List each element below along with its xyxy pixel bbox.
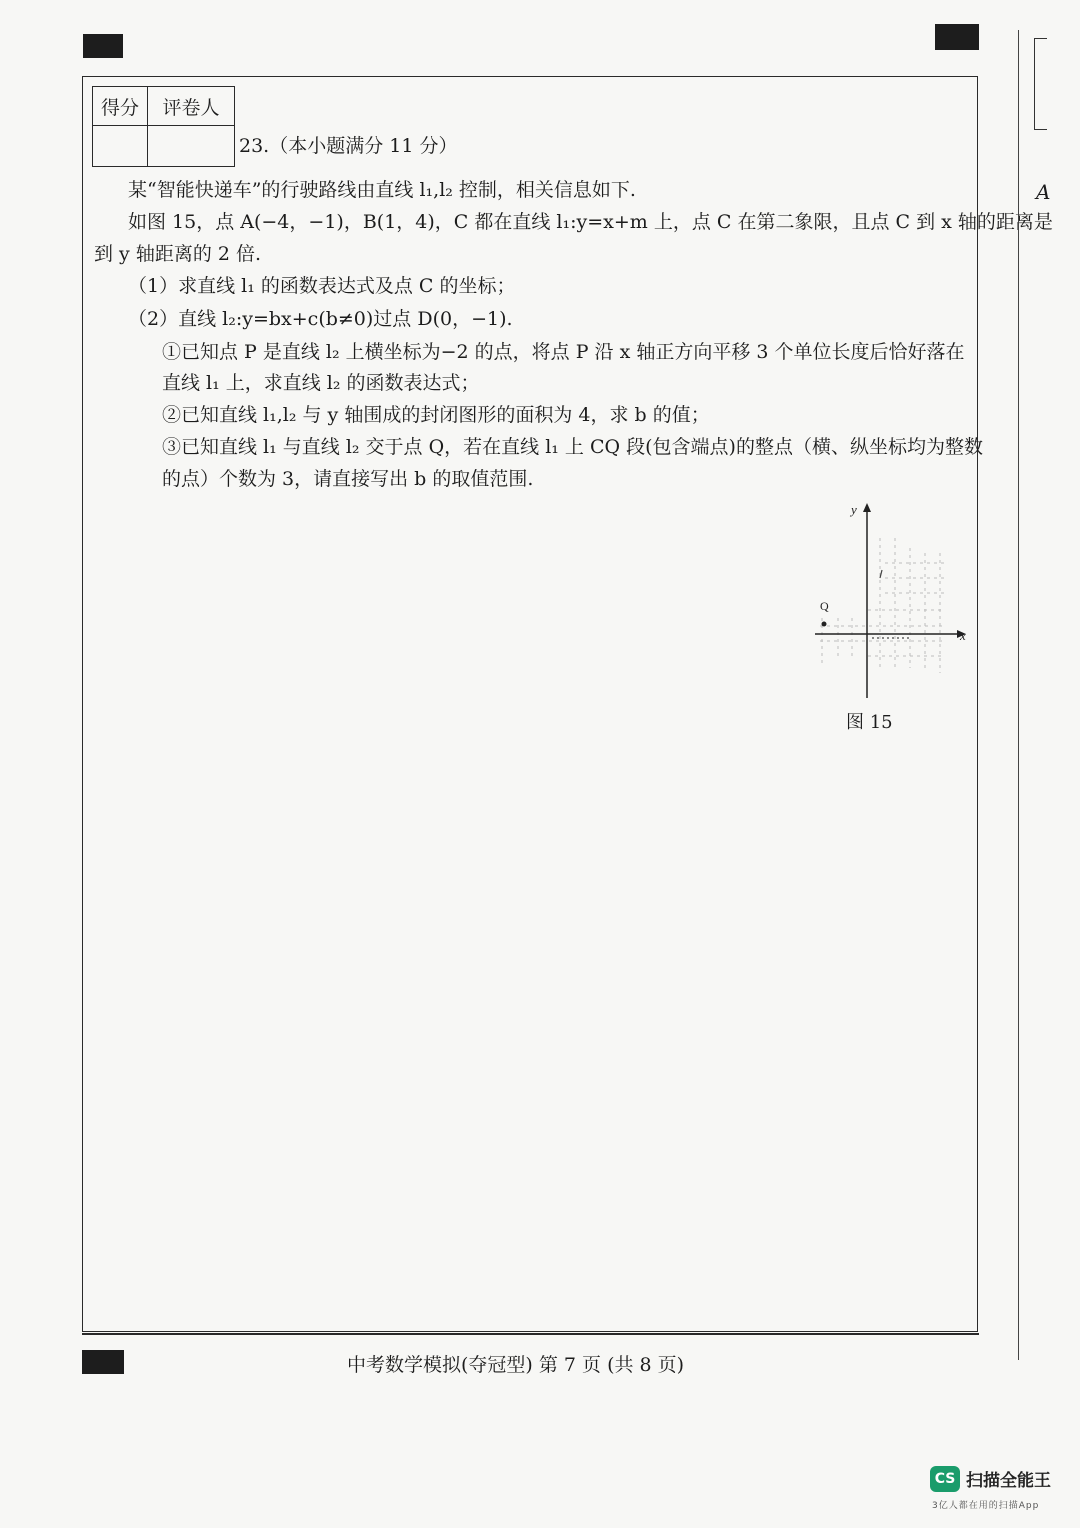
question-line: ②已知直线 l₁,l₂ 与 y 轴围成的封闭图形的面积为 4，求 b 的值； [162, 404, 710, 426]
question-header: 23.（本小题满分 11 分） [239, 135, 458, 157]
score-cell[interactable] [93, 126, 148, 167]
grader-cell[interactable] [148, 126, 235, 167]
cs-logo-icon: CS [930, 1466, 960, 1492]
registration-mark-top-right [935, 24, 979, 50]
page-footer: 中考数学模拟(夺冠型) 第 7 页 (共 8 页) [347, 1354, 685, 1376]
figure-caption: 图 15 [846, 712, 893, 733]
registration-mark-top-left [83, 34, 123, 58]
point-q [822, 622, 827, 627]
question-line: 如图 15，点 A(−4，−1)，B(1，4)，C 都在直线 l₁:y=x+m 上，点 C 在第二象限，且点 C 到 x 轴的距离是 [128, 211, 1053, 233]
y-axis-arrow [863, 503, 871, 512]
question-line: ③已知直线 l₁ 与直线 l₂ 交于点 Q，若在直线 l₁ 上 CQ 段(包含端点)的整点（横、纵坐标均为整数 [162, 436, 983, 458]
registration-mark-bottom-left [82, 1350, 124, 1374]
question-line: （1）求直线 l₁ 的函数表达式及点 C 的坐标； [128, 275, 516, 297]
question-line: 的点）个数为 3，请直接写出 b 的取值范围. [162, 468, 534, 490]
watermark-name: 扫描全能王 [966, 1471, 1051, 1491]
next-page-edge [1018, 30, 1049, 1360]
grader-header: 评卷人 [148, 87, 235, 126]
x-axis-label: x [960, 628, 966, 643]
question-line: 到 y 轴距离的 2 倍. [94, 243, 262, 265]
y-axis-label: y [851, 502, 857, 517]
question-line: 直线 l₁ 上，求直线 l₂ 的函数表达式； [162, 372, 480, 394]
figure-15 [800, 498, 980, 708]
bottom-rule [82, 1333, 979, 1335]
question-line: （2）直线 l₂:y=bx+c(b≠0)过点 D(0，−1). [128, 308, 513, 330]
next-page-box [1034, 38, 1047, 130]
watermark-slogan: 3亿人都在用的扫描App [932, 1501, 1040, 1511]
score-table [92, 86, 235, 167]
point-q-label: Q [820, 599, 829, 613]
question-line: ①已知点 P 是直线 l₂ 上横坐标为−2 的点，将点 P 沿 x 轴正方向平移 3 个单位长度后恰好落在 [162, 341, 965, 363]
question-line: 某“智能快递车”的行驶路线由直线 l₁,l₂ 控制，相关信息如下. [128, 179, 636, 201]
next-page-letter: A [1036, 180, 1051, 204]
score-header: 得分 [93, 87, 148, 126]
